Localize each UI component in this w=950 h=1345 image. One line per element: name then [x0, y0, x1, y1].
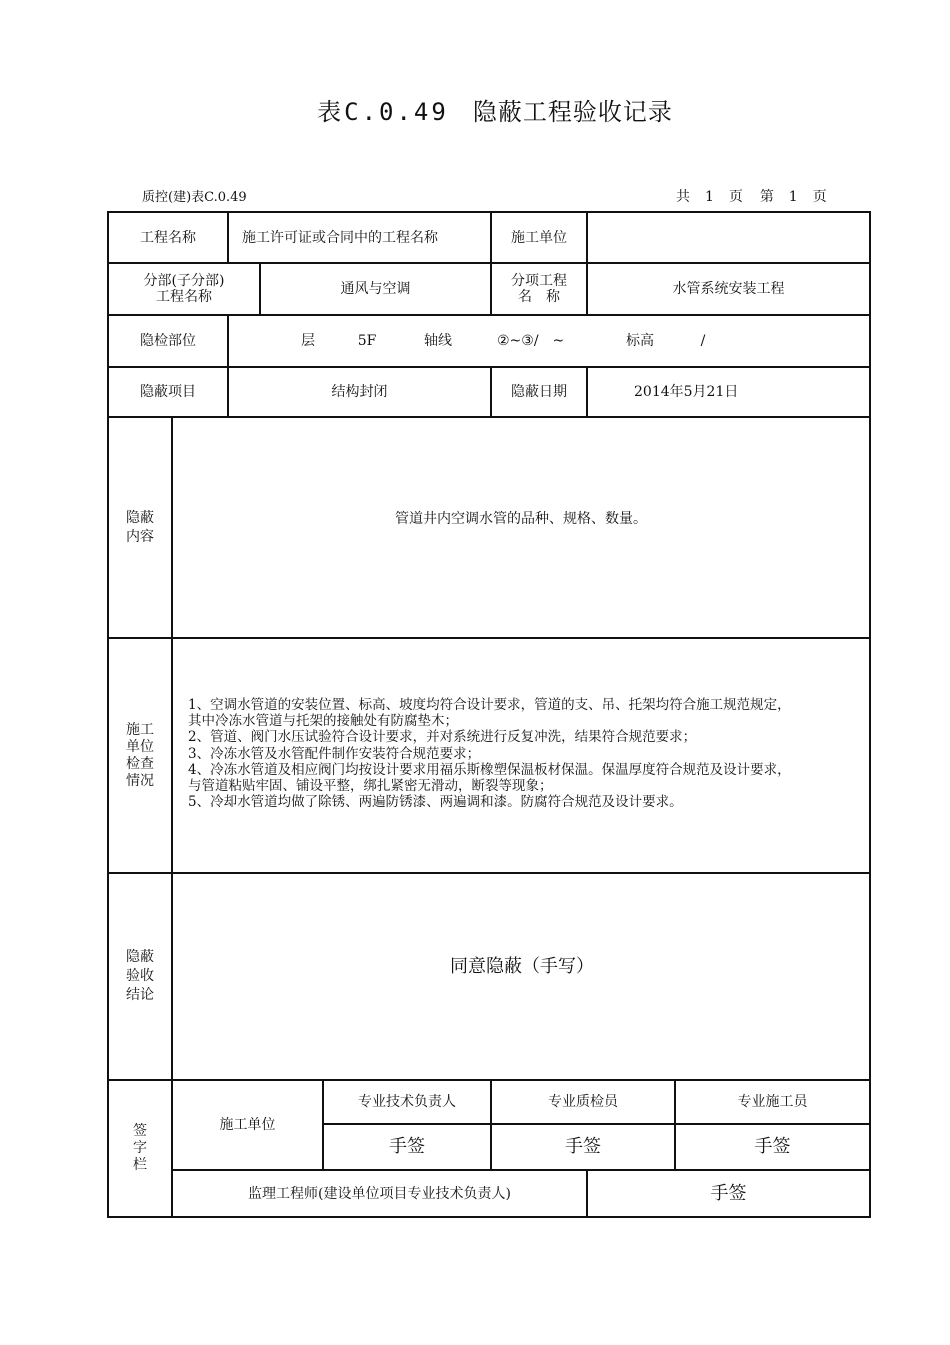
page-total-label: 共 — [676, 189, 690, 205]
page-current: 1 — [788, 189, 798, 205]
content-label — [109, 418, 171, 637]
sign-construction-unit: 施工单位 — [219, 1117, 276, 1133]
signature-label — [109, 1081, 171, 1216]
axis-value: ②~③/ ~ — [497, 333, 565, 349]
supervisor-signature: 手签 — [710, 1182, 747, 1204]
item-label-line1: 分项工程 — [511, 273, 567, 289]
inspection-line: 1、空调水管道的安装位置、标高、坡度均符合设计要求，管道的支、吊、托架均符合施工规范规定， — [188, 697, 791, 713]
page-current-label: 第 — [759, 189, 774, 205]
tech-lead-signature: 手签 — [389, 1136, 425, 1157]
elevation-value: / — [700, 333, 706, 349]
item-label-line2: 名 称 — [518, 289, 560, 305]
quality-inspector-label: 专业质检员 — [548, 1094, 618, 1110]
inspection-label — [109, 639, 171, 872]
inspection-line: 2、管道、阀门水压试验符合设计要求，并对系统进行反复冲洗，结果符合规范要求； — [188, 729, 697, 746]
tech-lead-label: 专业技术负责人 — [358, 1094, 456, 1110]
floor-value: 5F — [357, 333, 377, 349]
title-code: 表C.0.49 — [317, 98, 449, 126]
subproject-label-line2: 工程名称 — [156, 289, 212, 305]
subproject-value: 通风与空调 — [340, 281, 411, 297]
quality-inspector-signature: 手签 — [565, 1136, 601, 1157]
inspection-label-line3: 检查 — [126, 755, 154, 772]
conclusion-label-line2: 验收 — [126, 968, 154, 984]
inspection-label-line4: 情况 — [126, 772, 154, 789]
conclusion-label — [109, 874, 171, 1079]
content-label-line1: 隐蔽 — [126, 509, 154, 526]
location-label: 隐检部位 — [140, 333, 196, 349]
signature-label-line2: 字 — [133, 1140, 147, 1156]
conclusion-label-line3: 结论 — [126, 987, 154, 1003]
signature-label-line1: 签 — [133, 1123, 147, 1139]
construction-unit-label: 施工单位 — [511, 229, 567, 246]
title-text: 隐蔽工程验收记录 — [472, 98, 673, 126]
supervisor-label: 监理工程师(建设单位项目专业技术负责人) — [248, 1185, 511, 1202]
inspection-line: 与管道粘贴牢固、铺设平整，绑扎紧密无滑动，断裂等现象； — [188, 778, 553, 795]
page-unit-1: 页 — [728, 189, 743, 205]
conclusion-label-line1: 隐蔽 — [126, 949, 154, 965]
inspection-line: 其中冷冻水管道与托架的接触处有防腐垫木； — [188, 713, 458, 730]
page-total: 1 — [704, 189, 714, 205]
inspection-text — [188, 697, 863, 810]
project-name-label: 工程名称 — [140, 229, 196, 246]
conclusion-text: 同意隐蔽（手写） — [450, 956, 594, 977]
hidden-date-value: 2014年5月21日 — [634, 384, 739, 400]
hidden-item-value: 结构封闭 — [331, 384, 388, 400]
inspection-label-line1: 施工 — [126, 721, 154, 738]
item-value: 水管系统安装工程 — [672, 281, 785, 297]
inspection-label-line2: 单位 — [126, 738, 154, 755]
inspection-line: 4、冷冻水管道及相应阀门均按设计要求用福乐斯橡塑保温板材保温。保温厚度符合规范及设计要求， — [188, 761, 791, 778]
constructor-label: 专业施工员 — [737, 1094, 808, 1110]
axis-label: 轴线 — [424, 333, 452, 349]
project-name-value: 施工许可证或合同中的工程名称 — [242, 229, 438, 246]
page-unit-2: 页 — [812, 189, 827, 205]
inspection-line: 5、冷却水管道均做了除锈、两遍防锈漆、两遍调和漆。防腐符合规范及设计要求。 — [188, 794, 683, 811]
floor-label: 层 — [301, 333, 315, 349]
constructor-signature: 手签 — [754, 1136, 791, 1157]
item-label — [492, 264, 586, 314]
content-label-line2: 内容 — [126, 528, 154, 545]
form-code: 质控(建)表C.0.49 — [142, 190, 247, 205]
content-text: 管道井内空调水管的品种、规格、数量。 — [395, 511, 647, 527]
elevation-label: 标高 — [626, 333, 654, 349]
subproject-label-line1: 分部(子分部) — [143, 273, 225, 289]
inspection-line: 3、冷冻水管及水管配件制作安装符合规范要求； — [188, 745, 481, 762]
signature-label-line3: 栏 — [133, 1157, 147, 1173]
subproject-label — [109, 264, 259, 314]
hidden-date-label: 隐蔽日期 — [511, 384, 567, 400]
hidden-item-label: 隐蔽项目 — [140, 384, 196, 400]
construction-unit-value — [588, 213, 869, 262]
